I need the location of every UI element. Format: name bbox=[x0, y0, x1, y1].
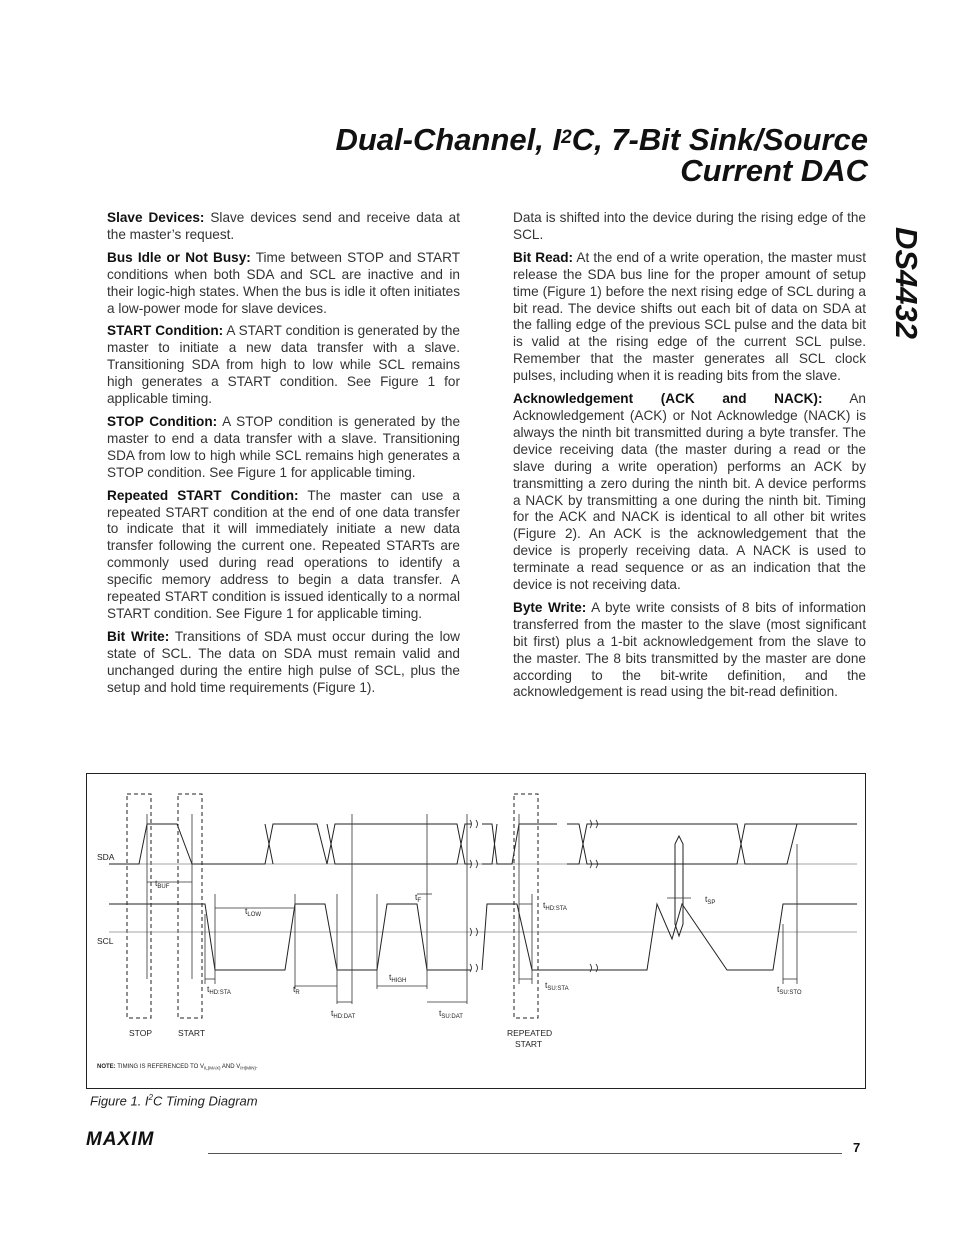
paragraph-term: STOP Condition: bbox=[107, 413, 218, 429]
svg-text:tHD:STA: $t_{HD:STA}$ bbox=[207, 984, 231, 996]
left-paragraph bbox=[107, 414, 460, 482]
paragraph-text: A STOP condition is generated by the master to end a data transfer with a slave. Transitioning SDA from low to high while SCL remains high generates a STOP condition. See Figure 1 for applicable timing. bbox=[107, 413, 460, 480]
paragraph-term: Byte Write: bbox=[513, 599, 587, 615]
paragraph-term: Bit Write: bbox=[107, 628, 170, 644]
timing-note: NOTE: TIMING IS REFERENCED TO $V_{IL(MAX)}$ AND $V_{IH(MIN)}$. bbox=[97, 1064, 258, 1071]
right-paragraph bbox=[513, 250, 866, 385]
paragraph-term: Repeated START Condition: bbox=[107, 487, 299, 503]
figure-caption: Figure 1. $I^2C$ Timing Diagram bbox=[90, 1093, 258, 1109]
paragraph-text: Time between STOP and START conditions when both SDA and SCL are inactive and in their logic-high states. When the bus is idle it often initiates a low-power mode for slave devices. bbox=[107, 249, 460, 316]
page-number: 7 bbox=[853, 1140, 861, 1155]
paragraph-text: Transitions of SDA must occur during the low state of SCL. The data on SDA must remain valid and unchanged during the entire high pulse of SCL, plus the setup and hold time requirements (Figure 1). bbox=[107, 628, 460, 695]
scl-label: SCL bbox=[97, 936, 114, 946]
sda-label: SDA bbox=[97, 852, 115, 862]
paragraph-text: A byte write consists of 8 bits of information transferred from the master to the slave (most significant bit first) plus a 1-bit acknowledgement from the slave to the master. The 8 bits transmitted by the master are done according to the bit-write definition, and the acknowledgement is read using the bit-read definition. bbox=[513, 599, 866, 700]
paragraph-term: Slave Devices: bbox=[107, 210, 205, 225]
svg-text:tF: $t_F$ bbox=[415, 892, 422, 904]
part-number-tab: DS4432 bbox=[889, 226, 924, 340]
page-title: Dual-Channel, $I^2C$, 7-Bit Sink/Source Current DAC bbox=[335, 122, 868, 188]
right-text-column bbox=[513, 210, 866, 707]
repeated-start-label: START bbox=[515, 1039, 543, 1049]
sda-waveform-a bbox=[109, 824, 327, 864]
svg-text:tLOW: $t_{LOW}$ bbox=[245, 906, 262, 918]
timing-diagram-figure bbox=[86, 773, 866, 1089]
paragraph-text: Data is shifted into the device during the rising edge of the SCL. bbox=[513, 210, 866, 242]
left-paragraph bbox=[107, 250, 460, 318]
svg-text:tSU:STO: $t_{SU:STO}$ bbox=[777, 984, 802, 996]
left-paragraph bbox=[107, 210, 460, 244]
svg-text:tSU:DAT: $t_{SU:DAT}$ bbox=[439, 1008, 463, 1020]
i2c-timing-diagram bbox=[87, 774, 867, 1090]
paragraph-text: Slave devices send and receive data at the master’s request. bbox=[107, 210, 460, 242]
paragraph-text: The master can use a repeated START condition at the end of one data transfer to indicate that it will immediately initiate a new data transfer following the current one. Repeated STARTs are commonly used during read operations to identify a specific memory address to begin a data transfer. A repeated START condition is issued identically to a normal START condition. See Figure 1 for applicable timing. bbox=[107, 487, 460, 621]
svg-text:tHIGH: $t_{HIGH}$ bbox=[389, 972, 407, 984]
svg-text:tR: $t_R$ bbox=[293, 984, 300, 996]
stop-label: STOP bbox=[129, 1028, 152, 1038]
right-paragraph bbox=[513, 391, 866, 594]
svg-text:tBUF: $t_{BUF}$ bbox=[155, 878, 170, 890]
start-condition-box bbox=[178, 794, 202, 1018]
maxim-logo-icon bbox=[86, 1130, 200, 1148]
left-paragraph bbox=[107, 323, 460, 408]
paragraph-term: Acknowledgement (ACK and NACK): bbox=[513, 391, 823, 407]
paragraph-text: A START condition is generated by the master to initiate a new data transfer with a slave. Transitioning SDA from high to low while SCL remains high generates a START condition. See Figure 1 for applicable timing. bbox=[107, 323, 460, 407]
left-paragraph bbox=[107, 629, 460, 697]
maxim-logo bbox=[86, 1130, 200, 1153]
svg-text:tSP: $t_{SP}$ bbox=[705, 894, 716, 906]
scl-waveform bbox=[109, 904, 471, 970]
footer-rule bbox=[208, 1153, 842, 1154]
paragraph-term: START Condition: bbox=[107, 323, 224, 339]
svg-text:tHD:DAT: $t_{HD:DAT}$ bbox=[331, 1008, 356, 1020]
paragraph-text: At the end of a write operation, the master must release the SDA bus line for the proper amount of setup time (Figure 1) before the next rising edge of SCL during a bit read. The device shifts out each bit of data on SDA at the falling edge of the previous SCL pulse and the data bit is valid at the rising edge of the current SCL pulse. Remember that the master generates all SCL clock pulses, including when it is reading bits from the slave. bbox=[513, 249, 866, 384]
svg-text:MAXIM: MAXIM bbox=[86, 1130, 155, 1148]
repeated-label: REPEATED bbox=[507, 1028, 553, 1038]
paragraph-term: Bus Idle or Not Busy: bbox=[107, 249, 251, 265]
right-paragraph bbox=[513, 210, 866, 244]
right-paragraph bbox=[513, 600, 866, 701]
left-paragraph bbox=[107, 488, 460, 623]
paragraph-term: Bit Read: bbox=[513, 249, 574, 265]
svg-text:tSU:STA: $t_{SU:STA}$ bbox=[545, 980, 569, 992]
start-label: START bbox=[178, 1028, 206, 1038]
svg-text:tHD:STA: $t_{HD:STA}$ bbox=[543, 900, 567, 912]
left-text-column bbox=[107, 210, 460, 702]
paragraph-text: An Acknowledgement (ACK) or Not Acknowledge (NACK) is always the ninth bit transmitted during a byte transfer. The device receiving data (the master during a read or the slave during a write operation) performs an ACK by transmitting a zero during the ninth bit. A device performs a NACK by transmitting a one during the ninth bit. Timing for the ACK and NACK is identical to all other bit writes (Figure 2). An ACK is the acknowledgement that the device is properly receiving data. A NACK is used to terminate a read sequence or as an indication that the device is not receiving data. bbox=[513, 391, 866, 593]
